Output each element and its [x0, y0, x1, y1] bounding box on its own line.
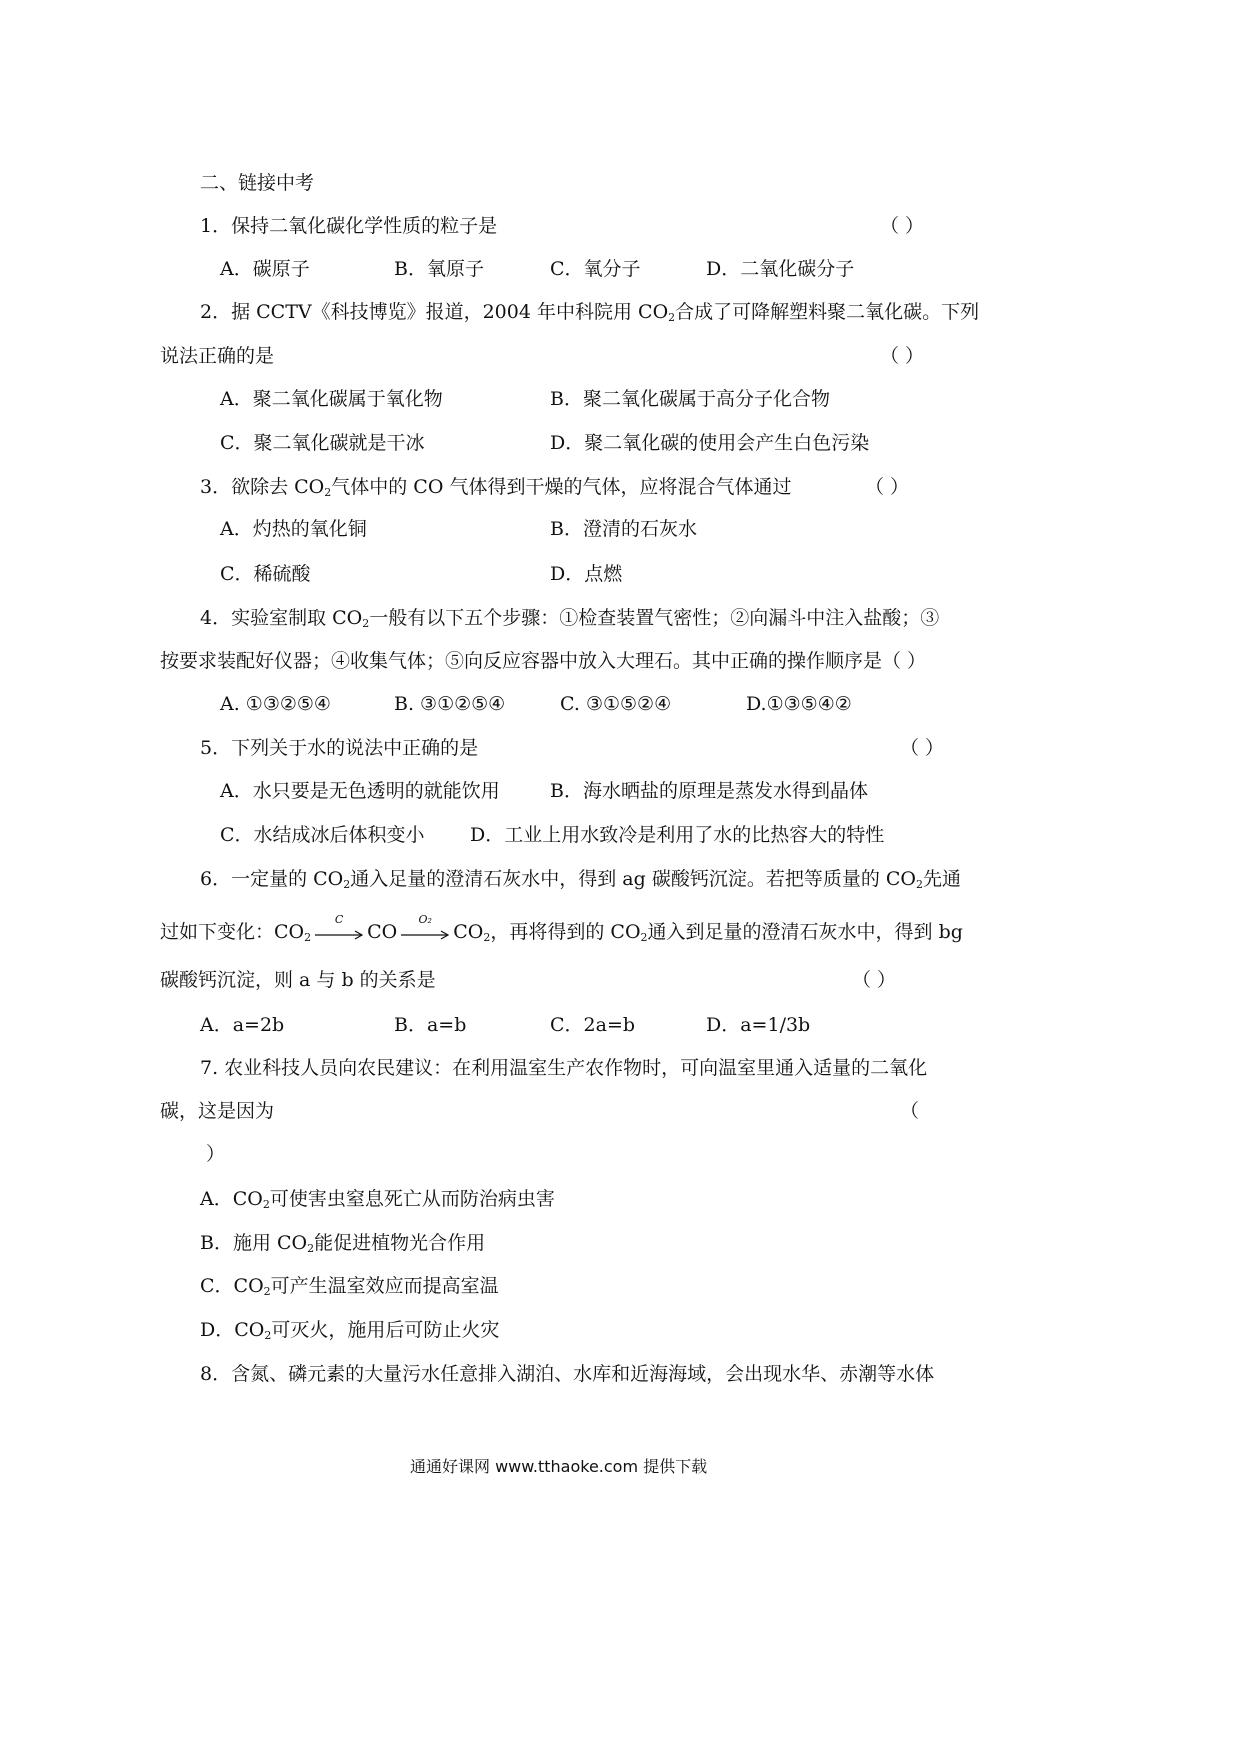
- q6-option-b: B．a=b: [394, 1014, 467, 1036]
- q3-option-c: C．稀硫酸: [220, 563, 311, 585]
- q7-stem-cont: 碳，这是因为: [160, 1100, 275, 1122]
- q8-stem: 8．含氮、磷元素的大量污水任意排入湖泊、水库和近海海域，会出现水华、赤潮等水体: [200, 1363, 935, 1385]
- q6-option-a: A．a=2b: [200, 1014, 285, 1036]
- q5-option-d: D．工业上用水致冷是利用了水的比热容大的特性: [470, 824, 885, 846]
- q6-answer-paren: （ ）: [852, 969, 897, 991]
- q1-option-b: B．氧原子: [394, 258, 484, 280]
- q7-option-b: B．施用 $CO_2$能促进植物光合作用: [200, 1232, 486, 1255]
- q7-option-d: D．$CO_2$可灭火，施用后可防止火灾: [200, 1319, 500, 1342]
- q5-option-c: C．水结成冰后体积变小: [220, 824, 425, 846]
- q2-option-c: C．聚二氧化碳就是干冰: [220, 432, 425, 454]
- q6-stem: 6．一定量的 $CO_2$通入足量的澄清石灰水中，得到 ag 碳酸钙沉淀。若把等质量的 $CO_2$先通: [200, 868, 961, 891]
- q6-stem-cont: 过如下变化：$CO_2$ C CO O₂ $CO_2$，再将得到的 $CO_2$通入到足量的澄清石灰水中，得到 bg: [160, 913, 963, 944]
- q4-option-d: D.①③⑤④②: [746, 693, 852, 715]
- q3-option-b: B．澄清的石灰水: [550, 518, 697, 540]
- q4-stem-cont: 按要求装配好仪器；④收集气体；⑤向反应容器中放入大理石。其中正确的操作顺序是（ ）: [160, 650, 927, 672]
- q4-option-a: A. ①③②⑤④: [220, 693, 331, 715]
- q3-option-a: A．灼热的氧化铜: [220, 518, 367, 540]
- reaction-arrow-icon: C: [313, 923, 365, 943]
- q6-option-c: C．2a=b: [550, 1014, 636, 1036]
- q3-stem: 3．欲除去 $CO_2$气体中的 CO 气体得到干燥的气体，应将混合气体通过: [200, 476, 792, 499]
- q1-answer-paren: （ ）: [880, 215, 925, 237]
- q7-stem: 7. 农业科技人员向农民建议：在利用温室生产农作物时，可向温室里通入适量的二氧化: [200, 1057, 928, 1079]
- q1-option-a: A．碳原子: [220, 258, 310, 280]
- q1-option-d: D．二氧化碳分子: [706, 258, 855, 280]
- q3-option-d: D．点燃: [550, 563, 623, 585]
- q2-stem: 2．据 CCTV《科技博览》报道，2004 年中科院用 $CO_2$合成了可降解塑料聚二氧化碳。下列: [200, 301, 980, 324]
- footer-source: 通通好课网 www.tthaoke.com 提供下载: [410, 1457, 708, 1476]
- q1-stem: 1．保持二氧化碳化学性质的粒子是: [200, 215, 498, 237]
- q5-stem: 5．下列关于水的说法中正确的是: [200, 737, 479, 759]
- q7-option-a: A．$CO_2$可使害虫窒息死亡从而防治病虫害: [200, 1188, 555, 1211]
- q2-option-b: B．聚二氧化碳属于高分子化合物: [550, 388, 830, 410]
- q2-answer-paren: （ ）: [880, 345, 925, 367]
- q2-stem-cont: 说法正确的是: [160, 345, 275, 367]
- reaction-arrow-icon: O₂: [399, 923, 451, 943]
- q5-option-a: A．水只要是无色透明的就能饮用: [220, 780, 500, 802]
- q2-option-d: D．聚二氧化碳的使用会产生白色污染: [550, 432, 870, 454]
- q6-stem-cont2: 碳酸钙沉淀，则 a 与 b 的关系是: [160, 969, 436, 991]
- q1-option-c: C．氧分子: [550, 258, 641, 280]
- q4-stem: 4．实验室制取 $CO_2$一般有以下五个步骤：①检查装置气密性；②向漏斗中注入盐酸；③: [200, 607, 940, 630]
- q6-option-d: D．a=1/3b: [706, 1014, 811, 1036]
- q4-option-b: B. ③①②⑤④: [394, 693, 506, 715]
- section-title: 二、链接中考: [200, 172, 315, 194]
- q5-option-b: B．海水晒盐的原理是蒸发水得到晶体: [550, 780, 868, 802]
- q7-paren-close: ）: [206, 1143, 226, 1165]
- q3-answer-paren: （ ）: [865, 476, 910, 498]
- q5-answer-paren: （ ）: [900, 737, 945, 759]
- q4-option-c: C. ③①⑤②④: [560, 693, 672, 715]
- q7-option-c: C．$CO_2$可产生温室效应而提高室温: [200, 1275, 499, 1298]
- q7-paren-open: （: [900, 1100, 920, 1122]
- q2-option-a: A．聚二氧化碳属于氧化物: [220, 388, 443, 410]
